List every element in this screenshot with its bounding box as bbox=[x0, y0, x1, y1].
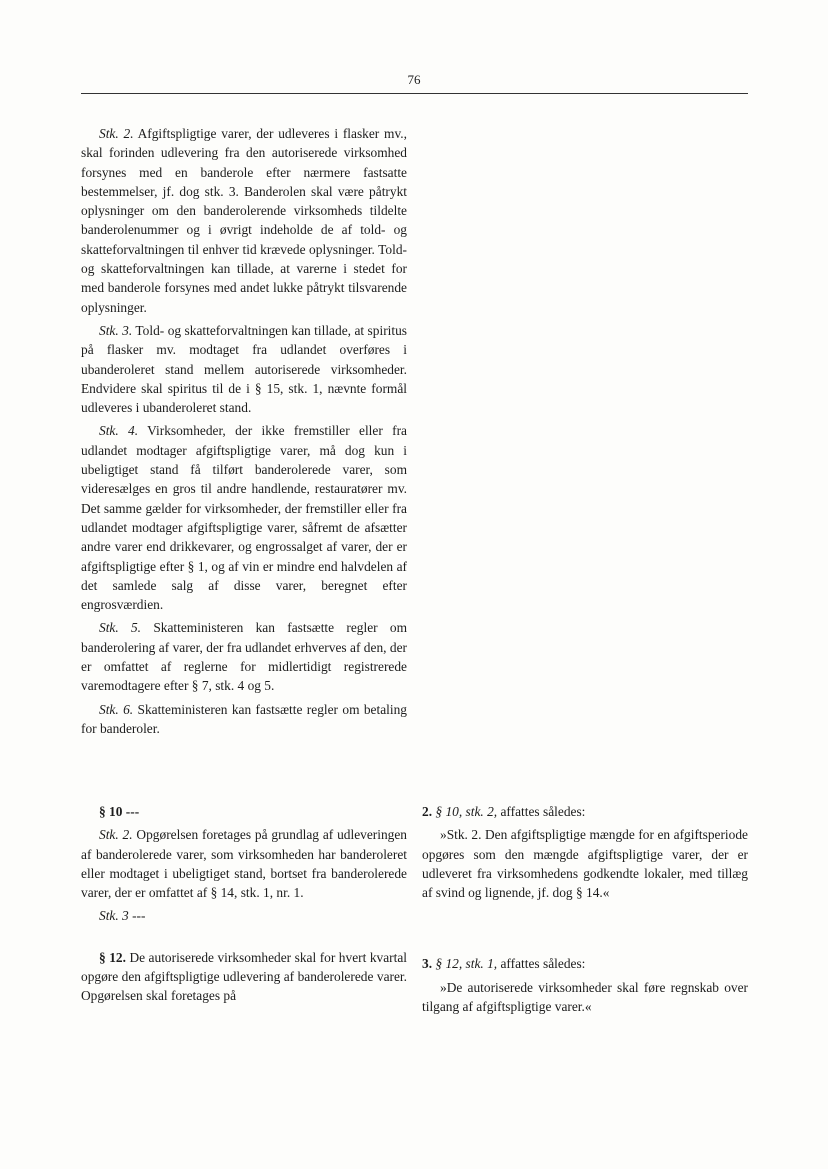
par10-stk2-paragraph bbox=[81, 825, 407, 902]
stk5-paragraph bbox=[81, 618, 407, 695]
stk5-label: Stk. 5. bbox=[99, 620, 142, 636]
par12-label: § 12. bbox=[99, 949, 126, 965]
par10-stk2-label: Stk. 2. bbox=[99, 827, 133, 843]
stk4-paragraph bbox=[81, 421, 407, 614]
stk3-paragraph bbox=[81, 321, 407, 417]
stk4-text: Virksomheder, der ikke fremstiller eller fra udlandet modtager afgiftspligtige varer, må dog kun i ubeligtiget stand få tilført banderolerede varer, som videresælges en gros til andre handlende, restauratører mv. Det samme gælder for virksomheder, der fremstiller eller fra udlandet modtager afgiftspligtige varer, såfremt de afsætter andre varer end drikkevarer, og engrossalget af varer, der er afgiftspligtige efter § 1, og af vin er mindre end halvdelen af det samlede salg af disse varer, beregnet efter engrosværdien. bbox=[81, 423, 407, 613]
item2-quote: »Stk. 2. Den afgiftspligtige mængde for en afgiftsperiode opgøres som den mængde afgiftspligtige varer, der er udleveret fra virksomhedens godkendte lokaler, med tillæg af svind og lignende, jf. dog § 14.« bbox=[422, 827, 748, 901]
par10-stk3: Stk. 3 --- bbox=[99, 908, 146, 924]
item3-number: 3. bbox=[422, 956, 433, 972]
item2-heading bbox=[422, 802, 748, 821]
stk2-paragraph bbox=[81, 124, 407, 317]
item2-ref: § 10, stk. 2, bbox=[432, 804, 498, 819]
stk4-label: Stk. 4. bbox=[99, 423, 139, 439]
par12-text: De autoriserede virksomheder skal for hvert kvartal opgøre den afgiftspligtige udlevering af banderolerede varer. Opgørelsen skal foretages på bbox=[81, 949, 407, 1004]
item3-ref: § 12, stk. 1, bbox=[432, 956, 498, 972]
stk3-text: Told- og skatteforvaltningen kan tillade, at spiritus på flasker mv. modtaget fra udlandet overføres i ubanderoleret stand mellem autoriserede virksomheder. Endvidere skal spiritus til de i § 15, stk. 1, nævnte formål udleveres i ubanderoleret stand. bbox=[81, 322, 407, 416]
stk2-label: Stk. 2. bbox=[99, 126, 134, 141]
item3-quote: »De autoriserede virksomheder skal føre regnskab over tilgang af afgiftspligtige varer.« bbox=[422, 979, 748, 1015]
item2-text: affattes således: bbox=[497, 804, 586, 819]
left-column bbox=[81, 124, 407, 738]
right-column bbox=[422, 802, 748, 1016]
item3-text: affattes således: bbox=[497, 956, 586, 972]
item3-heading bbox=[422, 954, 748, 973]
stk6-paragraph bbox=[81, 700, 407, 739]
page-number: 76 bbox=[407, 72, 421, 87]
par10-block bbox=[81, 802, 407, 1006]
header-rule bbox=[81, 93, 748, 94]
item2-number: 2. bbox=[422, 804, 433, 819]
stk3-label: Stk. 3. bbox=[99, 322, 133, 338]
stk2-text: Afgiftspligtige varer, der udleveres i flasker mv., skal forinden udlevering fra den autoriserede virksomhed forsynes med en banderole efter nærmere fastsatte bestemmelser, jf. dog stk. 3. Banderolen skal være påtrykt oplysninger om den banderolerende virksomheds tildelte banderolenummer og i øvrigt indeholde de af told- og skatteforvaltningen til enhver tid krævede oplysninger. Told- og skatteforvaltningen kan tillade, at varerne i stedet for med banderole forsynes med andet lukke påtrykt tilsvarende oplysninger. bbox=[81, 126, 407, 315]
par10-stk2-text: Opgørelsen foretages på grundlag af udleveringen af banderolerede varer, som virksomheden har banderoleret eller modtaget i ubeligtiget stand, bortset fra banderolerede varer, der er omfattet af § 14, stk. 1, nr. 1. bbox=[81, 827, 407, 901]
stk6-label: Stk. 6. bbox=[99, 701, 134, 717]
stk5-text: Skatteministeren kan fastsætte regler om banderolering af varer, der fra udlandet erhverves af den, der er omfattet af reglerne for midlertidigt registrerede varemodtagere efter § 7, stk. 4 og 5. bbox=[81, 620, 407, 694]
par12-paragraph bbox=[81, 948, 407, 1006]
par10-heading: § 10 --- bbox=[99, 804, 140, 819]
stk6-text: Skatteministeren kan fastsætte regler om betaling for banderoler. bbox=[81, 701, 407, 736]
